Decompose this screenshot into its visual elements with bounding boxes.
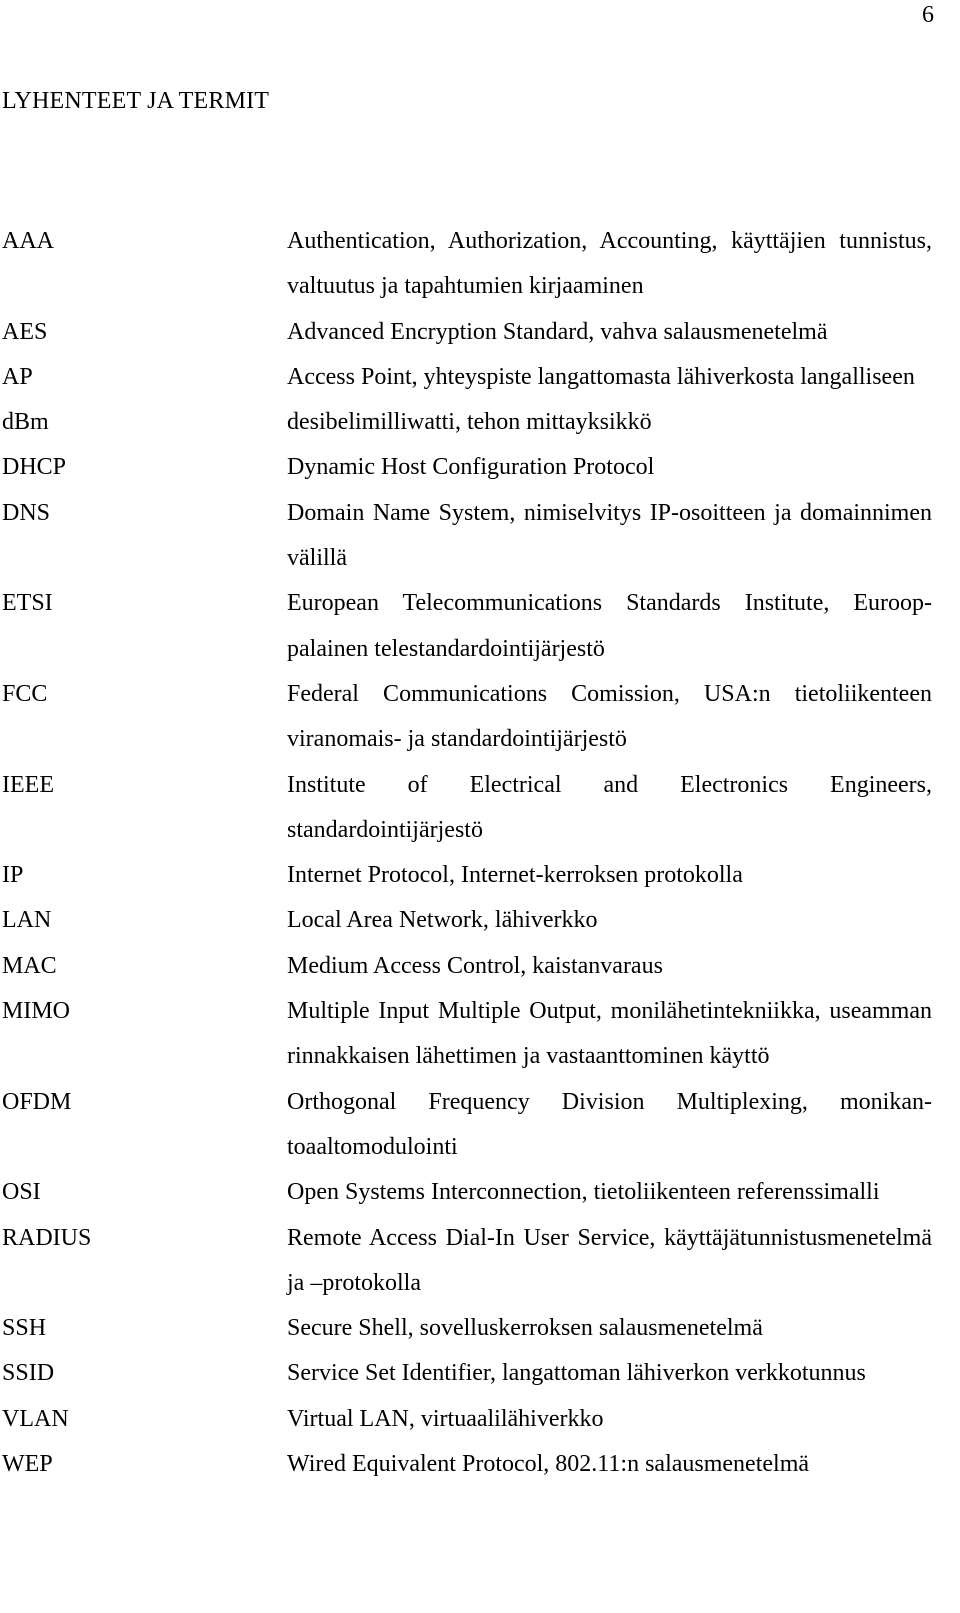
term-row [0,1080,960,1171]
term-abbreviation: IEEE [2,771,54,798]
term-definition: Service Set Identifier, langattoman lähiverkon verkkotunnus [287,1360,866,1387]
term-definition: Remote Access Dial-In User Service, käyttäjätunnistusmenetelmä ja –protokolla [287,1224,932,1296]
term-abbreviation: LAN [2,907,52,934]
term-abbreviation: WEP [2,1451,53,1478]
term-row [0,310,960,355]
term-definition: Wired Equivalent Protocol, 802.11:n salausmenetelmä [287,1451,810,1478]
term-row [0,1170,960,1215]
term-abbreviation: AP [2,363,33,390]
term-abbreviation: MAC [2,952,57,979]
term-row [0,989,960,1080]
term-row [0,400,960,445]
section-heading: LYHENTEET JA TERMIT [2,88,270,114]
term-row [0,219,960,310]
term-row [0,1216,960,1307]
term-definition: Open Systems Interconnection, tietoliikenteen referenssimalli [287,1179,880,1206]
term-definition: Internet Protocol, Internet-kerroksen protokolla [287,862,743,889]
term-definition: Medium Access Control, kaistanvaraus [287,952,663,979]
abbreviation-list [0,219,960,1487]
page-number: 6 [922,2,934,28]
term-abbreviation: DNS [2,499,51,526]
term-definition: Local Area Network, lähiverkko [287,907,598,934]
term-abbreviation: AAA [2,228,54,254]
term-definition: Orthogonal Frequency Division Multiplexing, monikantoaaltomodulointi [287,1088,932,1160]
term-definition: European Telecommunications Standards Institute, Eurooppalainen telestandardointijärjestö [287,590,932,662]
term-abbreviation: MIMO [2,998,71,1025]
term-row [0,944,960,989]
term-definition: Dynamic Host Configuration Protocol [287,454,655,481]
term-definition: Multiple Input Multiple Output, monilähetintekniikka, useamman rinnakkaisen lähettimen ja vastaanttominen käyttö [287,998,932,1070]
term-definition: Advanced Encryption Standard, vahva salausmenetelmä [287,318,828,345]
term-row [0,581,960,672]
term-abbreviation: OFDM [2,1088,72,1115]
term-row [0,491,960,582]
term-abbreviation: DHCP [2,454,67,481]
term-row [0,445,960,490]
term-abbreviation: SSH [2,1315,47,1342]
term-definition: Institute of Electrical and Electronics Engineers, standardointijärjestö [287,771,932,843]
term-row [0,1351,960,1396]
term-abbreviation: AES [2,318,48,345]
term-abbreviation: IP [2,862,24,889]
term-row [0,1397,960,1442]
term-abbreviation: dBm [2,409,49,436]
term-definition: Domain Name System, nimiselvitys IP-osoitteen ja domainnimen välillä [287,499,932,572]
term-abbreviation: SSID [2,1360,55,1387]
term-definition: Authentication, Authorization, Accounting, käyttäjien tunnistus, valtuutus ja tapahtumien kirjaaminen [287,228,932,300]
term-row [0,898,960,943]
term-definition: Secure Shell, sovelluskerroksen salausmenetelmä [287,1315,763,1342]
term-definition: Access Point, yhteyspiste langattomasta lähiverkosta langalliseen [287,363,915,390]
term-row [0,853,960,898]
term-abbreviation: RADIUS [2,1224,92,1251]
term-definition: Federal Communications Comission, USA:n tietoliikenteen viranomais- ja standardointijärjestö [287,680,932,753]
term-row [0,355,960,400]
term-row [0,672,960,763]
term-row [0,1442,960,1487]
term-definition: Virtual LAN, virtuaalilähiverkko [287,1405,604,1432]
term-abbreviation: ETSI [2,590,53,617]
term-row [0,1306,960,1351]
term-abbreviation: FCC [2,680,48,707]
term-abbreviation: VLAN [2,1405,69,1432]
term-definition: desibelimilliwatti, tehon mittayksikkö [287,409,652,436]
term-row [0,763,960,854]
term-abbreviation: OSI [2,1179,41,1206]
